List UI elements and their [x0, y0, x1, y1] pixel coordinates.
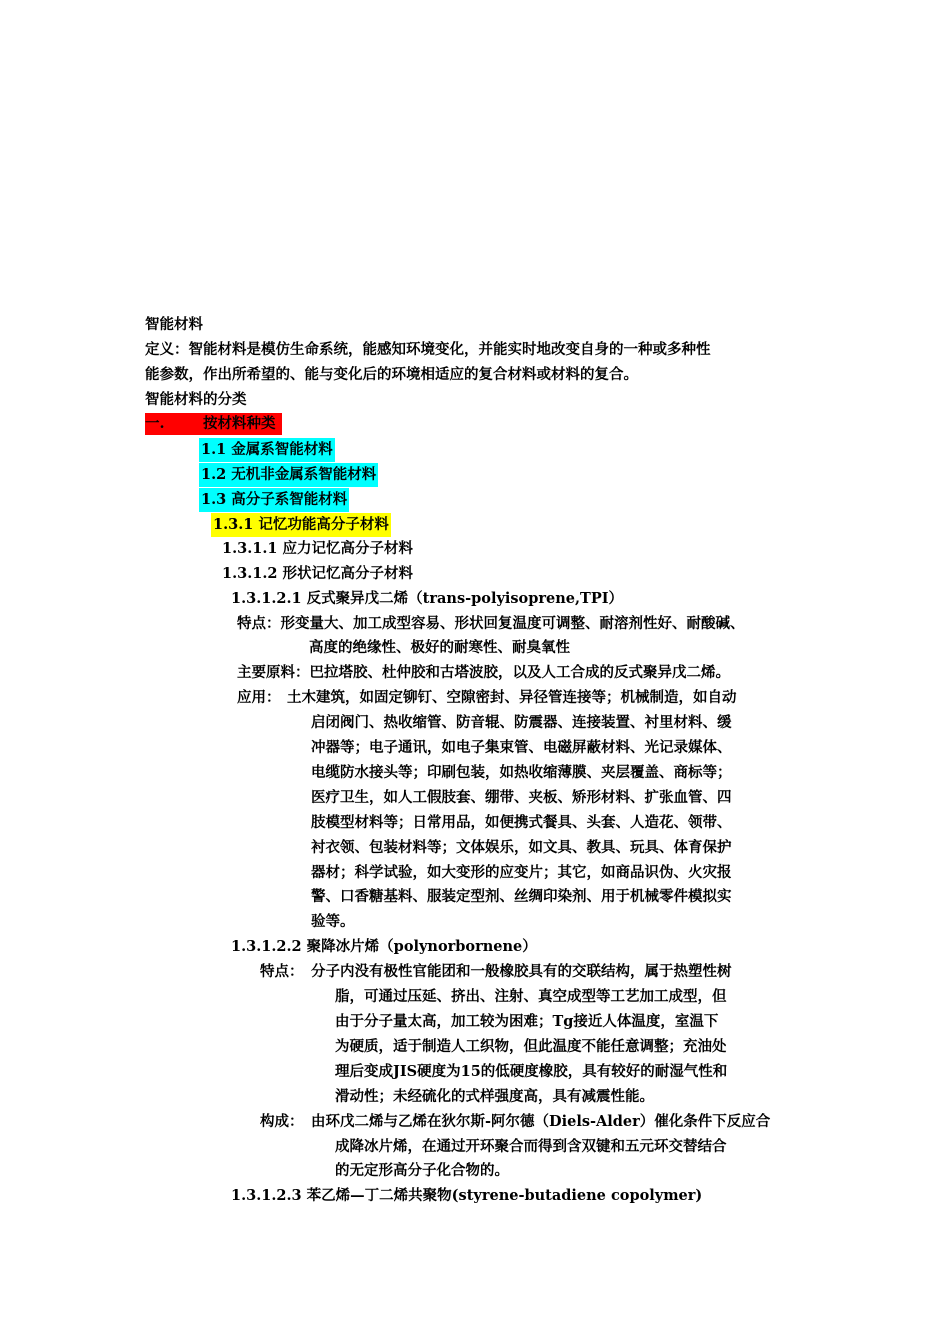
section-1-heading: [145, 413, 282, 435]
tpi-heading: 1.3.1.2.1 反式聚异戊二烯（trans-polyisoprene,TPI）: [231, 590, 624, 607]
heading-1-3-1-2: 1.3.1.2 形状记忆高分子材料: [222, 565, 414, 582]
section-1-number: 一.: [145, 415, 165, 432]
pnb-composition-label: 构成：: [260, 1113, 304, 1130]
tpi-features-line-1: 特点：形变量大、加工成型容易、形状回复温度可调整、耐溶剂性好、耐酸碱、: [237, 615, 745, 632]
pnb-composition-line-2: 成降冰片烯，在通过开环聚合而得到含双键和五元环交替结合: [335, 1138, 727, 1155]
tpi-application-line-2: 启闭阀门、热收缩管、防音辊、防震器、连接装置、衬里材料、缓: [311, 714, 732, 731]
pnb-features-line-5: 理后变成JIS硬度为15的低硬度橡胶，具有较好的耐湿气性和: [335, 1063, 728, 1080]
tpi-application-line-6: 肢模型材料等；日常用品，如便携式餐具、头套、人造花、领带、: [311, 814, 732, 831]
definition-line-1: 定义：智能材料是模仿生命系统，能感知环境变化，并能实时地改变自身的一种或多种性: [145, 341, 711, 358]
definition-line-2: 能参数，作出所希望的、能与变化后的环境相适应的复合材料或材料的复合。: [145, 366, 638, 383]
pnb-features-line-3: 由于分子量太高，加工较为困难；Tg接近人体温度，室温下: [335, 1013, 719, 1030]
heading-1-1: 1.1 金属系智能材料: [199, 438, 335, 462]
doc-title: 智能材料: [145, 316, 203, 333]
tpi-application-line-7: 衬衣领、包装材料等；文体娱乐，如文具、教具、玩具、体育保护: [311, 839, 732, 856]
pnb-composition-line-3: 的无定形高分子化合物的。: [335, 1162, 509, 1179]
tpi-application-line-1: 土木建筑，如固定铆钉、空隙密封、异径管连接等；机械制造，如自动: [287, 689, 737, 706]
pnb-features-line-2: 脂，可通过压延、挤出、注射、真空成型等工艺加工成型，但: [335, 988, 727, 1005]
heading-1-3-1-1: 1.3.1.1 应力记忆高分子材料: [222, 540, 414, 557]
heading-1-3: 1.3 高分子系智能材料: [199, 488, 349, 512]
section-1-label: 按材料种类: [203, 415, 276, 432]
tpi-application-line-3: 冲器等；电子通讯，如电子集束管、电磁屏蔽材料、光记录媒体、: [311, 739, 732, 756]
pnb-features-label: 特点：: [260, 963, 304, 980]
sbc-heading: 1.3.1.2.3 苯乙烯—丁二烯共聚物(styrene-butadiene copolymer): [231, 1187, 703, 1204]
tpi-application-line-8: 器材；科学试验，如大变形的应变片；其它，如商品识伪、火灾报: [311, 864, 732, 881]
tpi-application-line-9: 警、口香糖基料、服装定型剂、丝绸印染剂、用于机械零件模拟实: [311, 888, 732, 905]
tpi-features-line-2: 高度的绝缘性、极好的耐寒性、耐臭氧性: [309, 639, 570, 656]
classification-title: 智能材料的分类: [145, 391, 247, 408]
tpi-application-line-5: 医疗卫生，如人工假肢套、绷带、夹板、矫形材料、扩张血管、四: [311, 789, 732, 806]
heading-1-3-1: 1.3.1 记忆功能高分子材料: [211, 513, 391, 537]
pnb-heading: 1.3.1.2.2 聚降冰片烯（polynorbornene）: [231, 938, 537, 955]
pnb-features-line-1: 分子内没有极性官能团和一般橡胶具有的交联结构，属于热塑性树: [311, 963, 732, 980]
tpi-materials: 主要原料：巴拉塔胶、杜仲胶和古塔波胶，以及人工合成的反式聚异戊二烯。: [237, 664, 730, 681]
heading-1-2: 1.2 无机非金属系智能材料: [199, 463, 378, 487]
tpi-application-label: 应用：: [237, 689, 281, 706]
pnb-composition-line-1: 由环戊二烯与乙烯在狄尔斯-阿尔德（Diels-Alder）催化条件下反应合: [311, 1113, 771, 1130]
tpi-application-line-10: 验等。: [311, 913, 355, 930]
pnb-features-line-6: 滑动性；未经硫化的式样强度高，具有减震性能。: [335, 1088, 654, 1105]
pnb-features-line-4: 为硬质，适于制造人工织物，但此温度不能任意调整；充油处: [335, 1038, 727, 1055]
tpi-application-line-4: 电缆防水接头等；印刷包装，如热收缩薄膜、夹层覆盖、商标等；: [311, 764, 732, 781]
